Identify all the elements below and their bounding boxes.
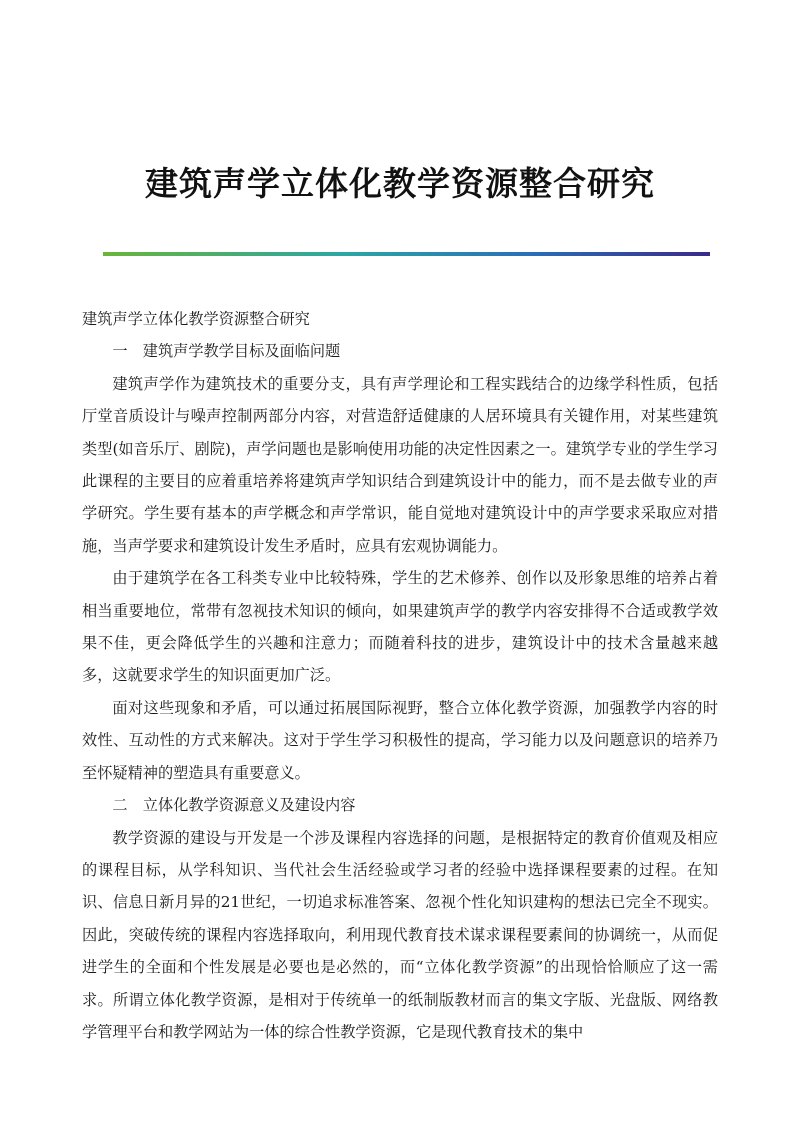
document-subtitle: 建筑声学立体化教学资源整合研究 [82, 310, 310, 328]
paragraph: 教学资源的建设与开发是一个涉及课程内容选择的问题，是根据特定的教育价值观及相应的课程目标，从学科知识、当代社会生活经验或学习者的经验中选择课程要素的过程。在知识、信息日新月异的21世纪，一切追求标准答案、忽视个性化知识建构的想法已完全不现实。因此，突破传统的课程内容选择取向，利用现代教育技术谋求课程要素间的协调统一，从而促进学生的全面和个性发展是必要也是必然的，而“立体化教学资源”的出现恰恰顺应了这一需求。所谓立体化教学资源，是相对于传统单一的纸制版教材而言的集文字版、光盘版、网络教学管理平台和教学网站为一体的综合性教学资源，它是现代教育技术的集中 [82, 828, 718, 1041]
section-heading: 二 立体化教学资源意义及建设内容 [112, 796, 356, 815]
document-body [82, 303, 718, 1048]
paragraph: 由于建筑学在各工科类专业中比较特殊，学生的艺术修养、创作以及形象思维的培养占着相当重要地位，常带有忽视技术知识的倾向，如果建筑声学的教学内容安排得不合适或教学效果不佳，更会降低学生的兴趣和注意力；而随着科技的进步，建筑设计中的技术含量越来越多，这就要求学生的知识面更加广泛。 [82, 569, 718, 685]
title-divider [103, 252, 710, 256]
section-heading: 一 建筑声学教学目标及面临问题 [112, 342, 341, 361]
document-title: 建筑声学立体化教学资源整合研究 [145, 164, 655, 203]
paragraph: 面对这些现象和矛盾，可以通过拓展国际视野，整合立体化教学资源，加强教学内容的时效性、互动性的方式来解决。这对于学生学习积极性的提高，学习能力以及问题意识的培养乃至怀疑精神的塑造具有重要意义。 [82, 698, 718, 782]
paragraph: 建筑声学作为建筑技术的重要分支，具有声学理论和工程实践结合的边缘学科性质，包括厅堂音质设计与噪声控制两部分内容，对营造舒适健康的人居环境具有关键作用，对某些建筑类型(如音乐厅、剧院)，声学问题也是影响使用功能的决定性因素之一。建筑学专业的学生学习此课程的主要目的应着重培养将建筑声学知识结合到建筑设计中的能力，而不是去做专业的声学研究。学生要有基本的声学概念和声学常识，能自觉地对建筑设计中的声学要求采取应对措施，当声学要求和建筑设计发生矛盾时，应具有宏观协调能力。 [82, 374, 718, 555]
